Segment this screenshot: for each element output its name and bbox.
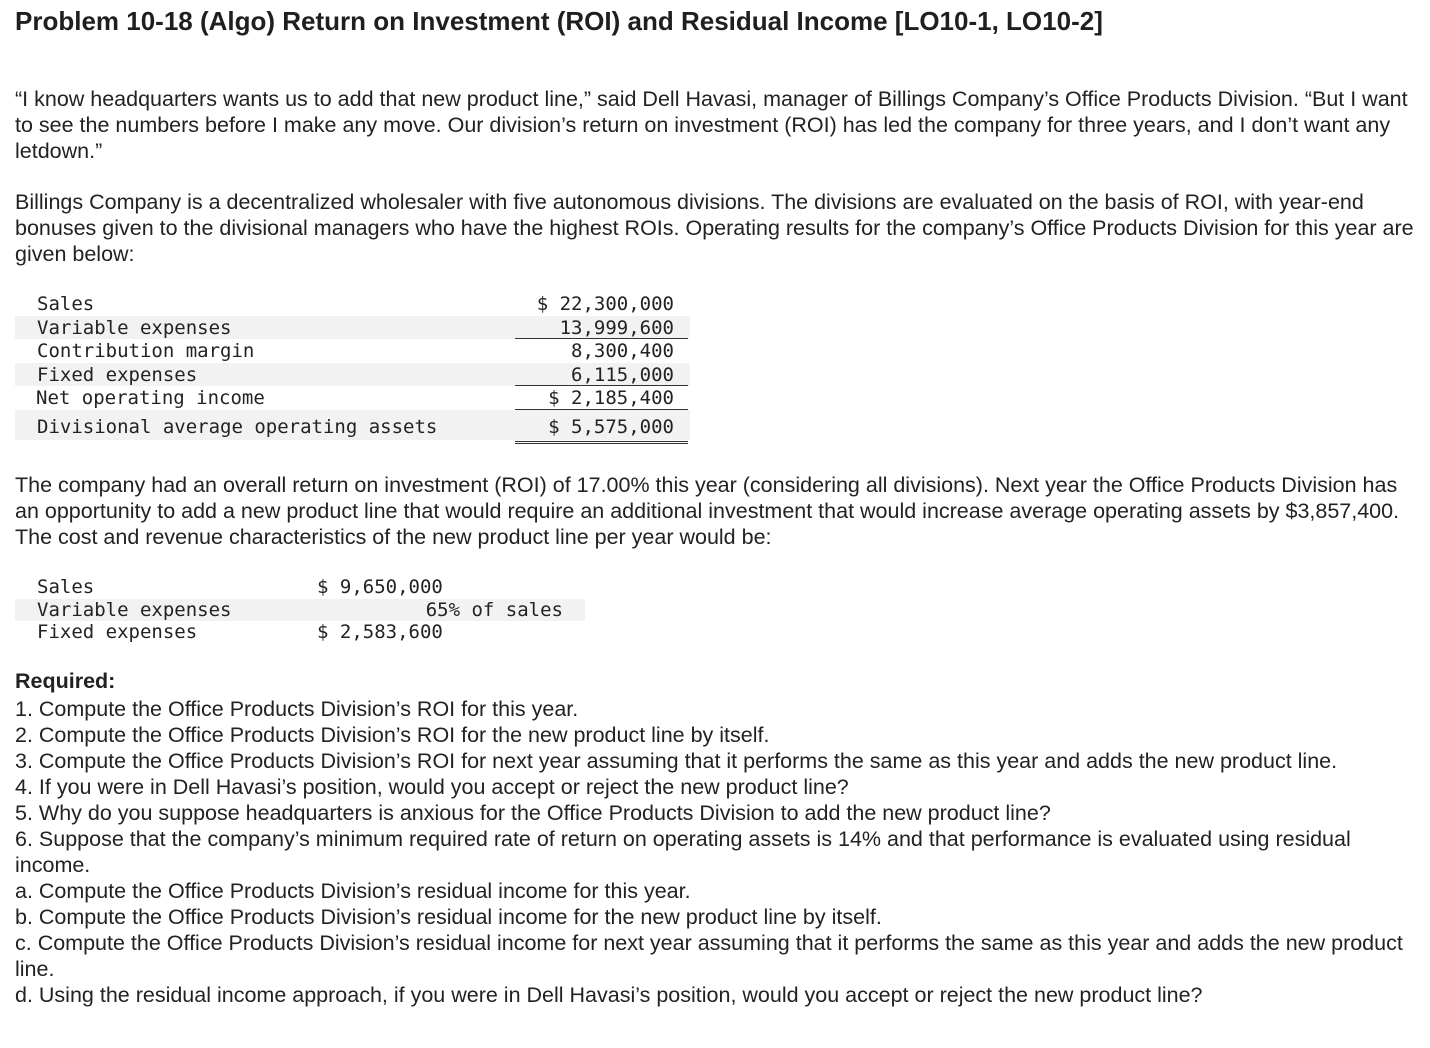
list-item: a. Compute the Office Products Division’s residual income for this year.: [15, 879, 691, 903]
row-label: Divisional average operating assets: [37, 415, 438, 438]
list-item: 1. Compute the Office Products Division’s ROI for this year.: [15, 697, 579, 721]
row-label: Fixed expenses: [37, 363, 198, 386]
table-row: [15, 316, 690, 340]
row-value: 13,999,600: [515, 317, 688, 340]
list-item: c. Compute the Office Products Division’s residual income for next year assuming that it performs the same as this year and adds the new product line.: [15, 931, 1403, 981]
row-value: $ 22,300,000: [536, 293, 674, 315]
row-value: $ 9,650,000: [317, 576, 443, 598]
list-item: b. Compute the Office Products Division’s residual income for the new product line by itself.: [15, 905, 882, 929]
row-value: $ 5,575,000: [515, 416, 688, 444]
operating-results-table: [15, 292, 690, 440]
list-item: 3. Compute the Office Products Division’s ROI for next year assuming that it performs the same as this year and adds the new product line.: [15, 749, 1338, 773]
row-value: $ 2,583,600: [317, 621, 443, 643]
row-label: Variable expenses: [37, 316, 232, 339]
required-list: [15, 696, 1425, 1008]
row-label: Contribution margin: [37, 340, 255, 362]
required-heading: Required:: [15, 669, 116, 693]
table-row: [15, 410, 690, 440]
table-row: [15, 292, 690, 316]
row-label: Net operating income: [36, 387, 265, 409]
row-label: Sales: [37, 293, 95, 315]
row-label: Variable expenses: [37, 598, 232, 621]
row-label: Fixed expenses: [37, 621, 198, 643]
page-title: Problem 10-18 (Algo) Return on Investment (ROI) and Residual Income [LO10-1, LO10-2]: [15, 6, 1103, 36]
intro-paragraph: “I know headquarters wants us to add that new product line,” said Dell Havasi, manager of Billings Company’s Office Products Division. “But I want to see the numbers before I make any move. Our division’s return on investment (ROI) has led the company for three years, and I don’t want any letdown.”: [15, 87, 1408, 163]
table-row: [15, 576, 585, 599]
table-row: [15, 599, 585, 622]
background-paragraph: Billings Company is a decentralized wholesaler with five autonomous divisions. The divisions are evaluated on the basis of ROI, with year-end bonuses given to the divisional managers who have the highest ROIs. Operating results for the company’s Office Products Division for this year are given below:: [15, 190, 1414, 266]
new-product-line-table: [15, 576, 585, 644]
row-value: $ 2,185,400: [515, 387, 688, 410]
list-item: 5. Why do you suppose headquarters is anxious for the Office Products Division to add the new product line?: [15, 801, 1051, 825]
table-row: [15, 621, 585, 644]
table-row: [15, 386, 690, 410]
row-label: Sales: [37, 576, 95, 598]
list-item: d. Using the residual income approach, if you were in Dell Havasi’s position, would you accept or reject the new product line?: [15, 983, 1203, 1007]
list-item: 4. If you were in Dell Havasi’s position, would you accept or reject the new product line?: [15, 775, 849, 799]
table-row: [15, 339, 690, 363]
row-value: 65% of sales: [425, 598, 563, 621]
row-value: 6,115,000: [515, 364, 688, 387]
row-value: 8,300,400: [571, 340, 674, 362]
table-row: [15, 363, 690, 387]
opportunity-paragraph: The company had an overall return on investment (ROI) of 17.00% this year (considering all divisions). Next year the Office Products Division has an opportunity to add a new product line that would require an additional investment that would increase average operating assets by $3,857,400. The cost and revenue characteristics of the new product line per year would be:: [15, 473, 1400, 549]
list-item: 6. Suppose that the company’s minimum required rate of return on operating assets is 14% and that performance is evaluated using residual income.: [15, 827, 1351, 877]
list-item: 2. Compute the Office Products Division’s ROI for the new product line by itself.: [15, 723, 770, 747]
